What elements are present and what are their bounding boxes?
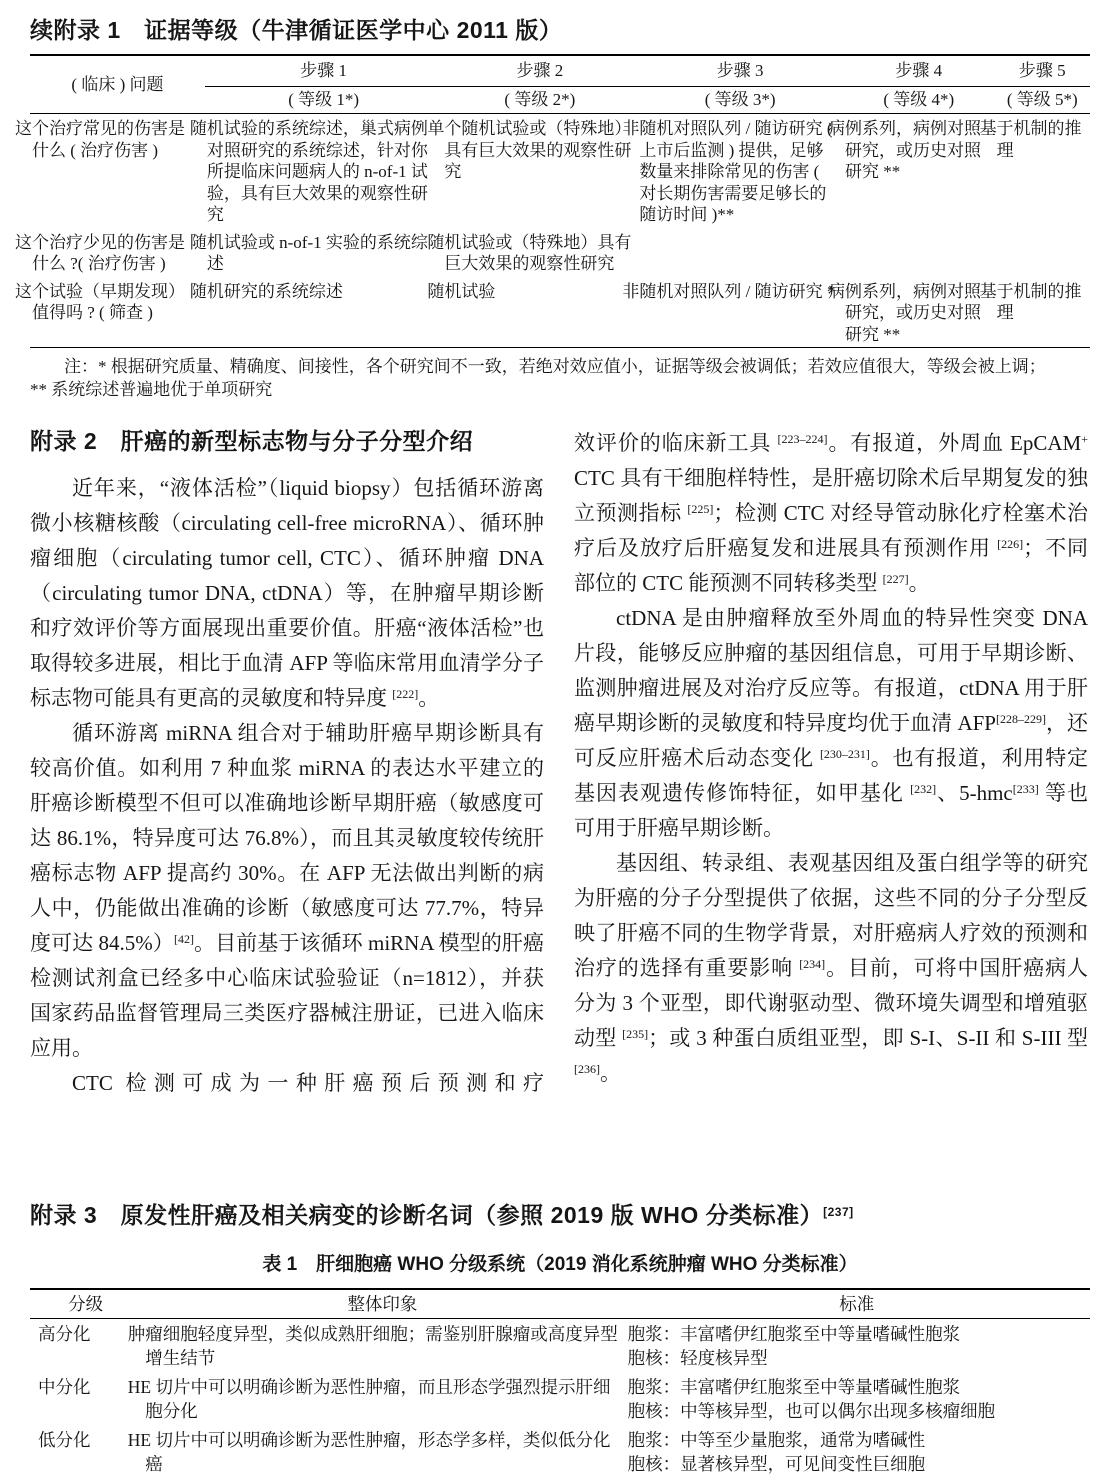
text-run: 基因组、转录组、表观基因组及蛋白组学等的研究为肝癌的分子分型提供了依据，这些不同的分子分型反映了肝癌不同的生物学背景，对肝癌病人疗效的预测和治疗的选择有重要影响 [574,851,1088,980]
impression-cell: HE 切片中可以明确诊断为恶性肿瘤，形态学多样，类似低分化癌 [127,1430,611,1474]
step-header: 步骤 4 [843,55,995,87]
table1-row [30,1425,1090,1476]
criteria-line: 胞浆：中等至少量胞浆，通常为嗜碱性 [627,1430,926,1450]
criteria-line: 胞核：轻度核异型 [627,1348,768,1368]
table1-row [30,1372,1090,1425]
question-cell: 这个治疗常见的伤害是什么 ( 治疗伤害 ) [15,119,185,160]
citation-reference: [226] [997,537,1024,552]
text-run: 近年来，“液体活检”（liquid biopsy）包括循环游离微小核糖核酸（circulating cell-free microRNA）、循环肿瘤细胞（circulating tumor cell, CTC）、循环肿瘤 DNA（circulating tumor DNA, ctDNA）等，在肿瘤早期诊断和疗效评价等方面展现出重要价值。肝癌“液体活检”也取得较多进展，相比于血清 AFP 等临床常用血清学分子标志物可能具有更高的灵敏度和特异度 [30,476,544,710]
table1-caption: 表 1 肝细胞癌 WHO 分级系统（2019 消化系统肿瘤 WHO 分类标准） [262,1254,858,1275]
left-column-paragraphs [30,471,544,1101]
citation-reference: [237] [823,1205,854,1220]
evidence-table-row [30,228,1090,277]
table1-column-header: 标准 [624,1289,1090,1319]
table1-section [30,1253,1090,1476]
criteria-cell [624,1319,1090,1373]
citation-reference: [225] [687,502,714,517]
footnote-line: ** 系统综述普遍地优于单项研究 [30,380,273,399]
left-column [30,426,544,1101]
question-cell: 这个治疗少见的伤害是什么 ?( 治疗伤害 ) [15,232,185,273]
evidence-table-row [30,114,1090,228]
step-cell: 非随机对照队列 / 随访研究 * [622,281,836,301]
paragraph [574,846,1088,1091]
text-run: 。 [908,571,930,595]
step-cell: 随机试验的系统综述，巢式病例对照研究的系统综述，针对你所提临床问题病人的 n-of-1 试验，具有巨大效果的观察性研究 [189,119,428,224]
step-cell [995,228,1090,277]
appendix3-title [30,1200,1090,1230]
citation-reference: [236] [574,1062,600,1077]
paragraph [574,426,1088,601]
step-cell [637,228,843,277]
level-header: ( 等级 5*) [995,87,1090,114]
step-header: 步骤 2 [442,55,637,87]
text-run: 循环游离 miRNA 组合对于辅助肝癌早期诊断具有较高价值。如利用 7 种血浆 miRNA 的表达水平建立的肝癌诊断模型不但可以准确地诊断早期肝癌（敏感度可达 86.1%，特异度可达 76.8%），而且其灵敏度较传统肝癌标志物 AFP 提高约 30%。在 AFP 无法做出判断的病人中，仍能做出准确的诊断（敏感度可达 77.7%，特异度可达 84.5%） [30,721,544,955]
citation-reference: [232] [910,782,937,797]
step-cell: 基于机制的推理 [979,119,1082,160]
criteria-line: 胞核：中等核异型，也可以偶尔出现多核瘤细胞 [627,1401,996,1421]
steps-header-row [30,55,1090,87]
paragraph [574,601,1088,846]
table1-header-row [30,1289,1090,1319]
step-cell [843,228,995,277]
text-run: ，还可反应肝癌术后动态变化 [574,711,1089,770]
table1-body [30,1319,1090,1476]
appendix3-section [30,1200,1090,1230]
question-column-header: ( 临床 ) 问题 [30,55,205,114]
text-run: CTC 具有干细胞样特性，是肝癌切除术后早期复发的独立预测指标 [574,466,1088,525]
criteria-cell [624,1372,1090,1425]
step-cell: 随机试验或（特殊地）具有巨大效果的观察性研究 [427,232,632,273]
text-run: ；检测 CTC 对经导管动脉化疗栓塞术治疗后及放疗后肝癌复发和进展具有预测作用 [574,501,1089,560]
grade-cell: 中分化 [38,1377,91,1397]
citation-reference: [233] [1012,782,1039,797]
evidence-table-head [30,55,1090,114]
step-cell: 单个随机试验或（特殊地）具有巨大效果的观察性研究 [427,119,632,181]
table1-row [30,1319,1090,1373]
paragraph [30,716,544,1066]
appendix2-title: 附录 2 肝癌的新型标志物与分子分型介绍 [30,428,474,454]
level-header: ( 等级 3*) [637,87,843,114]
criteria-line: 胞浆：丰富嗜伊红胞浆至中等量嗜碱性胞浆 [627,1324,961,1344]
citation-reference: [223–224] [777,432,828,447]
step-header: 步骤 3 [637,55,843,87]
criteria-line: 胞浆：丰富嗜伊红胞浆至中等量嗜碱性胞浆 [627,1377,961,1397]
text-run: 。也有报道，利用特定基因表观遗传修饰特征，如甲基化 [574,746,1089,805]
level-header: ( 等级 2*) [442,87,637,114]
impression-cell: HE 切片中可以明确诊断为恶性肿瘤，而且形态学强烈提示肝细胞分化 [127,1377,611,1421]
right-column [574,426,1088,1101]
table1-head [30,1289,1090,1319]
table1-column-header: 整体印象 [141,1289,623,1319]
citation-reference: [234] [799,957,826,972]
text-run: 。 [418,686,440,710]
text-run: ；或 3 种蛋白质组亚型，即 S-I、S-II 和 S-III 型 [648,1026,1088,1050]
step-cell: 非随机对照队列 / 随访研究 ( 上市后监测 ) 提供，足够数量来排除常见的伤害 ( 对长期伤害需要足够长的随访时间 )** [622,119,833,224]
criteria-cell [624,1425,1090,1476]
text-run: 附录 3 原发性肝癌及相关病变的诊断名词（参照 2019 版 WHO 分类标准） [30,1202,824,1228]
appendix2-section [30,426,1090,1101]
text-run: 。目前基于该循环 miRNA 模型的肝癌检测试剂盒已经多中心临床试验验证（n=1812），并获国家药品监督管理局三类医疗器械注册证，已进入临床应用。 [30,931,544,1060]
evidence-level-table [15,54,1090,348]
step-cell: 病例系列，病例对照研究，或历史对照研究 ** [827,119,981,181]
grade-cell: 高分化 [38,1324,91,1344]
citation-reference: [227] [882,572,909,587]
step-header: 步骤 5 [995,55,1090,87]
text-run: 。目前，可将中国肝癌病人分为 3 个亚型，即代谢驱动型、微环境失调型和增殖驱动型 [574,956,1089,1050]
text-run: 效评价的临床新工具 [574,431,778,455]
criteria-line: 胞核：显著核异型，可见间变性巨细胞 [627,1454,926,1474]
question-cell: 这个试验（早期发现）值得吗 ? ( 筛查 ) [15,281,185,322]
step-cell: 基于机制的推理 [979,281,1082,322]
step-cell: 随机试验 [427,281,496,301]
text-run: 等也可用于肝癌早期诊断。 [574,781,1088,840]
citation-reference: [222] [392,687,419,702]
table1-column-header: 分级 [30,1289,141,1319]
text-run: 、5-hmc [936,781,1013,805]
level-header: ( 等级 1*) [205,87,442,114]
step-cell: 随机试验或 n-of-1 实验的系统综述 [189,232,428,273]
paragraph [30,471,544,716]
text-run: ctDNA 是由肿瘤释放至外周血的特异性突变 DNA 片段，能够反应肿瘤的基因组信息，可用于早期诊断、监测肿瘤进展及对治疗反应等。有报道，ctDNA 用于肝癌早期诊断的灵敏度和特异度均优于血清 AFP [574,606,1088,735]
right-column-paragraphs [574,426,1088,1091]
text-run: 。 [600,1061,621,1085]
citation-reference: [228–229] [995,712,1046,727]
step-header: 步骤 1 [205,55,442,87]
evidence-table-body [15,114,1090,348]
citation-reference: [235] [622,1027,649,1042]
citation-reference: [42] [173,932,194,947]
footnote-line: 注：* 根据研究质量、精确度、间接性，各个研究间不一致，若绝对效应值小，证据等级会被调低；若效应值很大，等级会被上调； [64,357,1046,376]
grade-cell: 低分化 [38,1430,91,1450]
level-header: ( 等级 4*) [843,87,995,114]
who-grading-table [30,1288,1090,1476]
text-run: 。有报道，外周血 EpCAM [827,431,1082,455]
step-cell: 随机研究的系统综述 [189,281,343,301]
step-cell: 病例系列，病例对照研究，或历史对照研究 ** [827,281,981,344]
appendix1-section [15,12,1090,401]
paragraph [30,1066,544,1101]
text-run: CTC 检测可成为一种肝癌预后预测和疗 [72,1071,544,1095]
citation-reference: [230–231] [819,747,870,762]
appendix1-title: 续附录 1 证据等级（牛津循证医学中心 2011 版） [30,17,563,43]
table-footnote [30,355,1090,401]
impression-cell: 肿瘤细胞轻度异型，类似成熟肝细胞；需鉴别肝腺瘤或高度异型增生结节 [127,1324,618,1368]
evidence-table-row [30,277,1090,348]
citation-reference: + [1081,432,1089,447]
text-run: ；不同部位的 CTC 能预测不同转移类型 [574,536,1089,595]
